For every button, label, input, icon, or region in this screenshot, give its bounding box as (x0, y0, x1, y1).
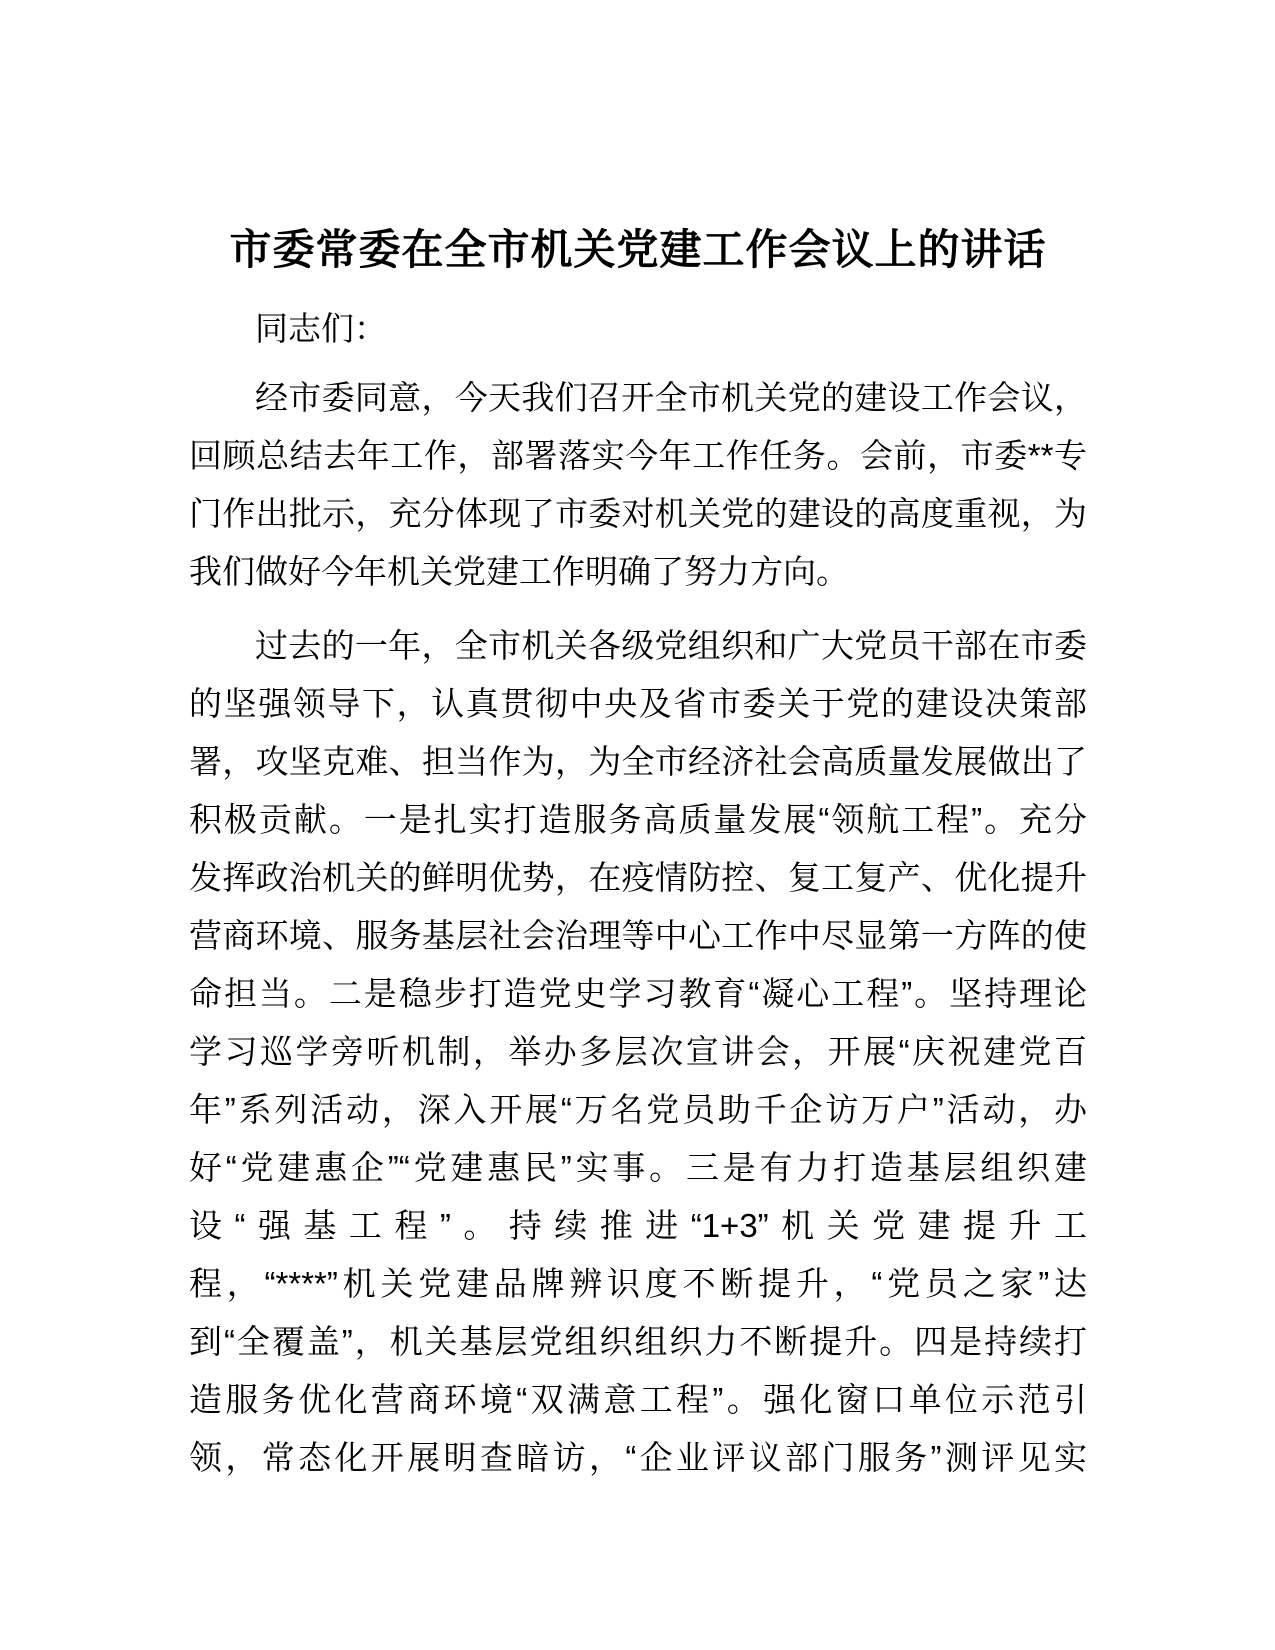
body-line: 经市委同意，今天我们召开全市机关党的建设工作会议， (255, 379, 1087, 416)
greeting-line: 同志们： (255, 310, 387, 347)
body-line: 回顾总结去年工作，部署落实今年工作任务。会前，市委**专 (189, 437, 1087, 474)
body-line: 命担当。二是稳步打造党史学习教育“凝心工程”。坚持理论 (189, 975, 1087, 1012)
body-line: 署，攻坚克难、担当作为，为全市经济社会高质量发展做出了 (189, 743, 1087, 780)
body-line: 发挥政治机关的鲜明优势，在疫情防控、复工复产、优化提升 (189, 859, 1087, 896)
paragraph-1 (189, 369, 1087, 601)
paragraph-2 (189, 617, 1087, 1487)
document-content (189, 0, 1087, 1503)
body-line: 学习巡学旁听机制，举办多层次宣讲会，开展“庆祝建党百 (189, 1033, 1087, 1070)
body-line: 过去的一年，全市机关各级党组织和广大党员干部在市委 (255, 627, 1087, 664)
body-line: 领，常态化开展明查暗访，“企业评议部门服务”测评见实 (189, 1439, 1087, 1476)
body-line: 年”系列活动，深入开展“万名党员助千企访万户”活动，办 (189, 1091, 1087, 1128)
body-line: 造服务优化营商环境“双满意工程”。强化窗口单位示范引 (189, 1381, 1087, 1418)
body-line: 设“强基工程”。持续推进“1+3”机关党建提升工 (189, 1207, 1087, 1244)
body-line: 的坚强领导下，认真贯彻中央及省市委关于党的建设决策部 (189, 685, 1087, 722)
body-line: 程，“****”机关党建品牌辨识度不断提升，“党员之家”达 (189, 1265, 1087, 1302)
body-line: 营商环境、服务基层社会治理等中心工作中尽显第一方阵的使 (189, 917, 1087, 954)
body-line: 到“全覆盖”，机关基层党组织组织力不断提升。四是持续打 (189, 1323, 1087, 1360)
document-title: 市委常委在全市机关党建工作会议上的讲话 (229, 226, 1047, 273)
body-line: 门作出批示，充分体现了市委对机关党的建设的高度重视，为 (189, 495, 1087, 532)
body-line: 积极贡献。一是扎实打造服务高质量发展“领航工程”。充分 (189, 801, 1087, 838)
body-line: 我们做好今年机关党建工作明确了努力方向。 (189, 553, 849, 590)
body-line: 好“党建惠企”“党建惠民”实事。三是有力打造基层组织建 (189, 1149, 1087, 1186)
